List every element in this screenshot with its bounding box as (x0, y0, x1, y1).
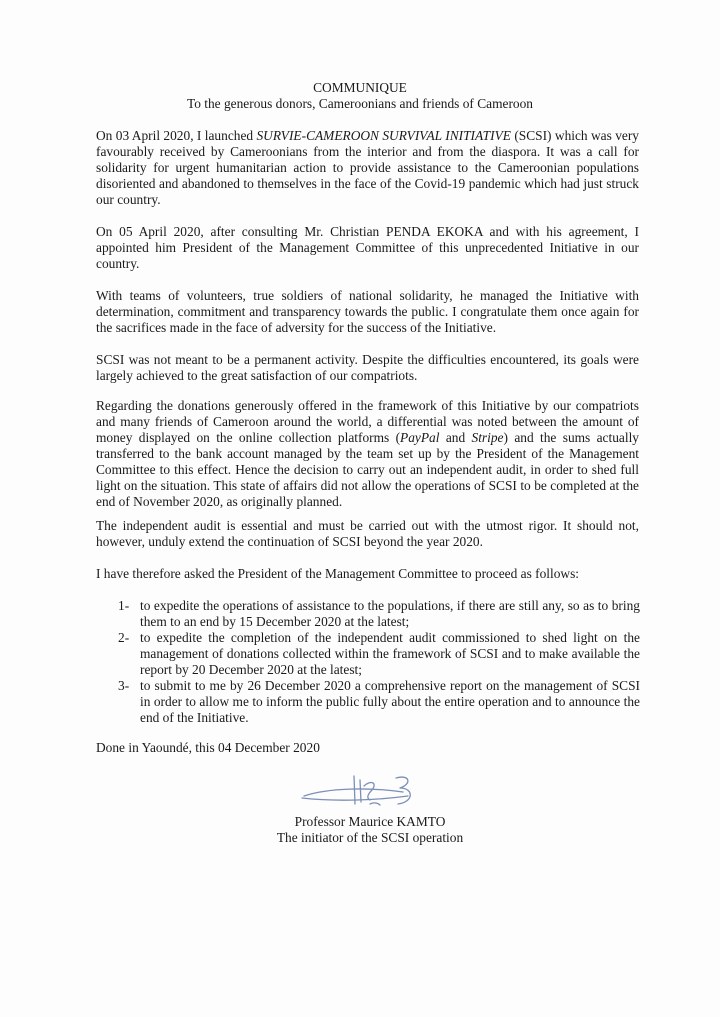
signatory-role: The initiator of the SCSI operation (276, 830, 464, 845)
document-title: COMMUNIQUE (313, 80, 407, 95)
paragraph-goals: SCSI was not meant to be a permanent activity. Despite the difficulties encountered, its goals were largely achieved to the great satisfaction of our compatriots. (96, 352, 639, 383)
paragraph-audit: The independent audit is essential and must be carried out with the utmost rigor. It should not, however, unduly extend the continuation of SCSI beyond the year 2020. (96, 518, 639, 549)
paragraph-donations: Regarding the donations generously offered in the framework of this Initiative by our compatriots and many friends of Cameroon around the world, a differential was noted between the amount of money displayed on the online collection platforms (PayPal and Stripe) and the sums actually transferred to the bank account managed by the team set up by the President of the Management Committee to this effect. Hence the decision to carry out an independent audit, in order to shed full light on the situation. This state of affairs did not allow the operations of SCSI to be completed at the end of November 2020, as originally planned. (96, 398, 639, 509)
paragraph-appointment: On 05 April 2020, after consulting Mr. Christian PENDA EKOKA and with his agreement, I appointed him President of the Management Committee of this unprecedented Initiative in our country. (96, 224, 639, 271)
handwritten-signature (298, 772, 458, 820)
paragraph-request: I have therefore asked the President of the Management Committee to proceed as follows: (96, 566, 580, 581)
paragraph-launch: On 03 April 2020, I launched SURVIE-CAMEROON SURVIVAL INITIATIVE (SCSI) which was very favourably received by Cameroonians from the interior and from the diaspora. It was a call for solidarity for urgent humanitarian action to provide assistance to the Cameroonian populations disoriented and abandoned to themselves in the face of the Covid-19 pandemic which had just struck our country. (96, 128, 639, 207)
list-text: to expedite the completion of the independent audit commissioned to shed light on the management of donations collected within the framework of SCSI and to make available the report by 20 December 2020 at the latest; (140, 630, 640, 677)
document-subtitle: To the generous donors, Cameroonians and friends of Cameroon (186, 96, 534, 111)
paypal-label: PayPal (400, 430, 440, 445)
paragraph-volunteers: With teams of volunteers, true soldiers of national solidarity, he managed the Initiative with determination, commitment and transparency towards the public. I congratulate them once again for the sacrifices made in the face of adversity for the success of the Initiative. (96, 288, 639, 335)
stripe-label: Stripe (471, 430, 504, 445)
signatory-name: Professor Maurice KAMTO (294, 814, 446, 829)
list-text: to submit to me by 26 December 2020 a comprehensive report on the management of SCSI in order to allow me to inform the public fully about the entire operation and to announce the end of the Initiative. (140, 678, 640, 725)
list-text: to expedite the operations of assistance to the populations, if there are still any, so as to bring them to an end by 15 December 2020 at the latest; (140, 598, 640, 629)
list-number: 2- (118, 630, 130, 645)
list-number: 1- (118, 598, 130, 613)
closing-place-date: Done in Yaoundé, this 04 December 2020 (96, 740, 320, 755)
initiative-name: SURVIE-CAMEROON SURVIVAL INITIATIVE (256, 128, 511, 143)
list-number: 3- (118, 678, 130, 693)
